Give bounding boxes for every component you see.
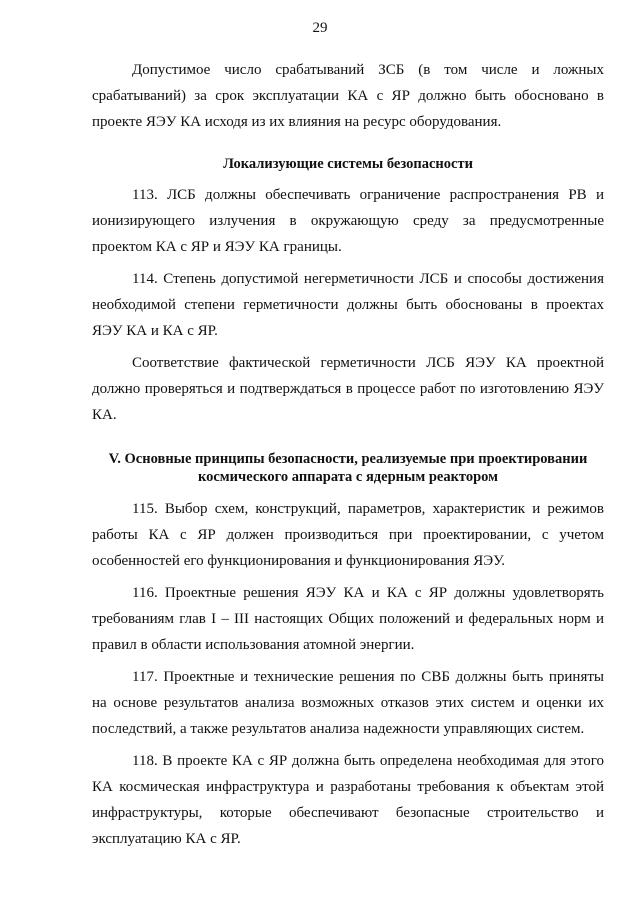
page-number: 29	[312, 20, 328, 36]
section-heading-v	[92, 450, 604, 486]
paragraph-116: 116. Проектные решения ЯЭУ КА и КА с ЯР должны удовлетворять требованиям глав I – III настоящих Общих положений и федеральных норм и правил в области использования атомной энергии.	[92, 585, 604, 653]
paragraph-115: 115. Выбор схем, конструкций, параметров, характеристик и режимов работы КА с ЯР должен производиться при проектировании, с учетом особенностей его функционирования и функционирования ЯЭУ.	[92, 501, 604, 569]
section-heading-v-line2: космического аппарата с ядерным реактором	[197, 469, 499, 485]
paragraph-117: 117. Проектные и технические решения по СВБ должны быть приняты на основе результатов анализа возможных отказов этих систем и оценки их последствий, а также результатов анализа надежности управляющих систем.	[92, 669, 604, 737]
section-heading-v-line1: V. Основные принципы безопасности, реализуемые при проектировании	[108, 451, 588, 467]
paragraph-118: 118. В проекте КА с ЯР должна быть определена необходимая для этого КА космическая инфраструктура и разработаны требования к объектам этой инфраструктуры, которые обеспечивают безопасные строительство и эксплуатацию КА с ЯР.	[92, 753, 604, 847]
paragraph-113: 113. ЛСБ должны обеспечивать ограничение распространения РВ и ионизирующего излучения в окружающую среду за предусмотренные проектом КА с ЯР и ЯЭУ КА границы.	[92, 187, 604, 255]
paragraph-intro: Допустимое число срабатываний ЗСБ (в том числе и ложных срабатываний) за срок эксплуатации КА с ЯР должно быть обосновано в проекте ЯЭУ КА исходя из их влияния на ресурс оборудования.	[92, 62, 604, 130]
paragraph-114: 114. Степень допустимой негерметичности ЛСБ и способы достижения необходимой степени герметичности должны быть обоснованы в проектах ЯЭУ КА и КА с ЯР.	[92, 271, 604, 339]
section-heading-lsb: Локализующие системы безопасности	[223, 156, 473, 172]
paragraph-lsb-compliance: Соответствие фактической герметичности ЛСБ ЯЭУ КА проектной должно проверяться и подтверждаться в процессе работ по изготовлению ЯЭУ КА.	[92, 355, 604, 423]
document-body	[92, 57, 604, 852]
